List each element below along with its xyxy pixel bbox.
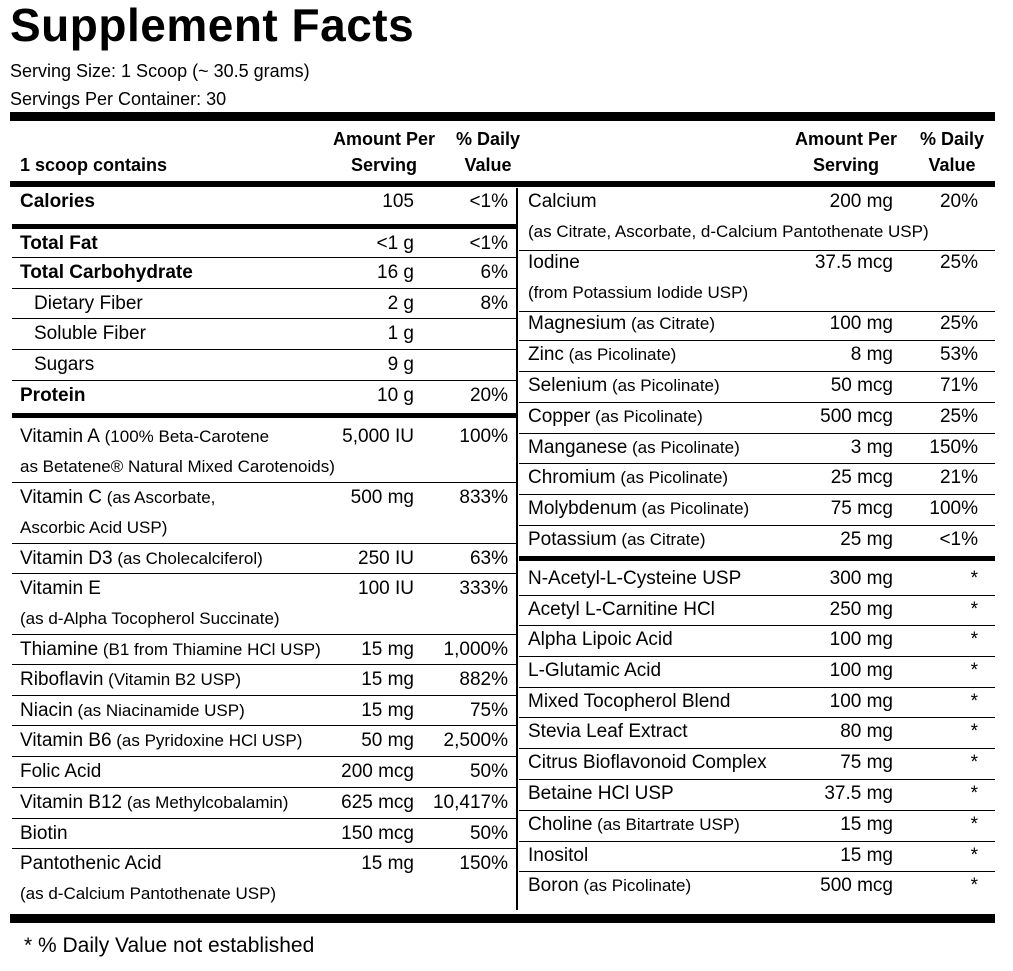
left-nutrient-name: Vitamin A	[20, 426, 100, 447]
right-row-name-5	[528, 407, 703, 426]
left-amount: 5,000 IU	[342, 426, 414, 447]
right-row-name-2	[528, 314, 715, 333]
left-nutrient-detail: (B1 from Thiamine HCl USP)	[98, 640, 321, 659]
right-row-name-19	[528, 846, 588, 865]
left-amount: 16 g	[377, 262, 414, 283]
right-row-rule	[519, 625, 995, 626]
top-thick-bar	[10, 112, 995, 121]
left-row-rule	[12, 257, 516, 258]
left-row-rule	[12, 573, 516, 574]
right-row-rule	[519, 433, 995, 434]
left-nutrient-detail: (as Pyridoxine HCl USP)	[111, 731, 303, 750]
left-daily-value: 150%	[459, 853, 508, 874]
left-row-name-0	[20, 192, 95, 211]
right-nutrient-name: Calcium	[528, 191, 597, 212]
right-row-name-18	[528, 815, 740, 834]
left-nutrient-name: Vitamin E	[20, 578, 101, 599]
left-nutrient-name: Vitamin B6	[20, 730, 112, 751]
left-row-name-6	[20, 386, 85, 405]
left-row-name-10	[20, 579, 101, 598]
right-row-name-12	[528, 630, 673, 649]
right-row-name-0	[528, 192, 597, 211]
left-row-name-12	[20, 670, 241, 689]
right-amount: 75 mg	[840, 752, 893, 773]
right-amount: 250 mg	[829, 599, 893, 620]
left-nutrient-detail-line2: (as d-Calcium Pantothenate USP)	[20, 884, 277, 903]
left-row-rule	[12, 318, 516, 319]
right-daily-value: *	[970, 875, 978, 896]
header-dv-l1: % Daily	[455, 129, 521, 149]
left-row-name-18	[20, 854, 162, 873]
right-row-rule	[519, 779, 995, 780]
left-daily-value: 6%	[480, 262, 508, 283]
left-nutrient-name: Folic Acid	[20, 761, 102, 782]
right-nutrient-name: Choline	[528, 814, 593, 835]
right-daily-value: 25%	[939, 313, 978, 334]
left-amount: 625 mcg	[341, 792, 414, 813]
left-row-rule	[12, 756, 516, 757]
right-nutrient-name: Copper	[528, 406, 591, 427]
right-row-rule	[519, 250, 995, 251]
right-nutrient-detail: (as Picolinate)	[615, 468, 729, 487]
right-amount: 37.5 mcg	[814, 252, 893, 273]
left-amount: 150 mcg	[341, 823, 414, 844]
right-nutrient-detail-line2: (from Potassium Iodide USP)	[528, 283, 749, 302]
right-amount: 500 mcg	[820, 875, 893, 896]
left-row-rule	[12, 288, 516, 289]
right-amount: 15 mg	[840, 845, 893, 866]
right-daily-value: *	[970, 752, 978, 773]
right-row-name-20	[528, 876, 691, 895]
left-daily-value: 882%	[459, 669, 508, 690]
left-amount: 1 g	[387, 323, 414, 344]
right-daily-value: *	[970, 783, 978, 804]
right-nutrient-detail: (as Picolinate)	[607, 376, 720, 395]
right-row-name-1	[528, 253, 580, 272]
right-nutrient-name: Molybdenum	[528, 498, 637, 519]
right-nutrient-name: Stevia Leaf Extract	[528, 721, 688, 742]
left-row-rule	[12, 634, 516, 635]
right-nutrient-name: Chromium	[528, 467, 616, 488]
right-row-name-6	[528, 438, 740, 457]
left-nutrient-name: Niacin	[20, 700, 73, 721]
left-nutrient-name: Vitamin B12	[20, 792, 123, 813]
left-nutrient-detail: (as Methylcobalamin)	[122, 793, 289, 812]
header-dv-r1: % Daily	[919, 129, 985, 149]
right-daily-value: *	[970, 660, 978, 681]
left-nutrient-detail: (as Cholecalciferol)	[112, 549, 263, 568]
right-nutrient-detail-line2: (as Citrate, Ascorbate, d-Calcium Pantothenate USP)	[528, 222, 929, 241]
left-nutrient-detail: (Vitamin B2 USP)	[103, 670, 242, 689]
left-nutrient-detail: (as Ascorbate,	[102, 488, 216, 507]
right-row-rule	[519, 717, 995, 718]
left-row-name-17	[20, 824, 68, 843]
right-amount: 300 mg	[829, 568, 893, 589]
right-row-rule	[519, 656, 995, 657]
left-amount: 2 g	[387, 293, 414, 314]
left-daily-value: 20%	[469, 385, 508, 406]
right-nutrient-detail: (as Citrate)	[626, 314, 716, 333]
left-row-rule	[12, 413, 516, 418]
left-nutrient-name: Total Carbohydrate	[20, 262, 193, 283]
right-amount: 15 mg	[840, 814, 893, 835]
left-daily-value: 50%	[469, 823, 508, 844]
left-amount: 105	[382, 191, 414, 212]
label-title: Supplement Facts	[10, 0, 415, 51]
right-row-name-15	[528, 722, 687, 741]
header-amount-r1: Amount Per	[794, 129, 897, 149]
left-row-rule	[12, 725, 516, 726]
right-nutrient-name: Zinc	[528, 344, 564, 365]
right-daily-value: 21%	[939, 467, 978, 488]
left-nutrient-detail: (100% Beta-Carotene	[99, 427, 270, 446]
left-amount: 200 mcg	[341, 761, 414, 782]
right-amount: 37.5 mg	[824, 783, 893, 804]
column-divider	[516, 188, 518, 910]
left-row-name-2	[20, 263, 193, 282]
header-amount-l2: Serving	[350, 155, 418, 175]
left-row-name-13	[20, 701, 245, 720]
left-amount: 100 IU	[358, 578, 414, 599]
right-daily-value: 25%	[939, 252, 978, 273]
right-nutrient-name: Selenium	[528, 375, 608, 396]
right-nutrient-name: Mixed Tocopherol Blend	[528, 691, 731, 712]
right-row-name-8	[528, 499, 749, 518]
right-row-name-10	[528, 569, 741, 588]
right-daily-value: *	[970, 814, 978, 835]
right-nutrient-detail: (as Bitartrate USP)	[592, 815, 740, 834]
right-daily-value: *	[970, 599, 978, 620]
right-row-rule	[519, 871, 995, 872]
right-nutrient-name: Boron	[528, 875, 579, 896]
left-daily-value: 333%	[459, 578, 508, 599]
left-daily-value: <1%	[469, 233, 508, 254]
left-nutrient-name: Vitamin D3	[20, 548, 113, 569]
header-contains: 1 scoop contains	[20, 155, 168, 175]
left-row-rule	[12, 482, 516, 483]
right-row-rule	[519, 810, 995, 811]
right-daily-value: *	[970, 568, 978, 589]
right-daily-value: 25%	[939, 406, 978, 427]
left-row-name-8	[20, 488, 215, 507]
footnote: * % Daily Value not established	[24, 934, 315, 957]
right-nutrient-detail: (as Picolinate)	[627, 438, 740, 457]
right-row-rule	[519, 595, 995, 596]
right-nutrient-name: Potassium	[528, 529, 617, 550]
right-row-name-11	[528, 600, 715, 619]
right-daily-value: 53%	[939, 344, 978, 365]
right-row-rule	[519, 371, 995, 372]
right-amount: 100 mg	[829, 629, 893, 650]
right-nutrient-detail: (as Citrate)	[616, 530, 706, 549]
right-row-name-16	[528, 753, 767, 772]
left-daily-value: 8%	[480, 293, 508, 314]
left-row-name-3	[34, 294, 143, 313]
left-nutrient-name: Riboflavin	[20, 669, 104, 690]
left-amount: 15 mg	[361, 669, 414, 690]
left-daily-value: 50%	[469, 761, 508, 782]
left-row-name-14	[20, 731, 302, 750]
right-nutrient-detail: (as Picolinate)	[636, 499, 750, 518]
left-row-name-7	[20, 427, 269, 446]
right-amount: 8 mg	[850, 344, 893, 365]
right-daily-value: 71%	[939, 375, 978, 396]
right-row-name-14	[528, 692, 730, 711]
left-daily-value: 1,000%	[443, 639, 508, 660]
left-row-rule	[12, 818, 516, 819]
right-nutrient-detail: (as Picolinate)	[590, 407, 703, 426]
right-row-rule	[519, 687, 995, 688]
left-amount: 250 IU	[358, 548, 414, 569]
right-row-name-13	[528, 661, 661, 680]
right-row-name-17	[528, 784, 674, 803]
right-amount: 3 mg	[850, 437, 893, 458]
left-amount: 15 mg	[361, 700, 414, 721]
left-amount: 9 g	[387, 354, 414, 375]
left-daily-value: 833%	[459, 487, 508, 508]
bottom-thick-bar	[10, 914, 995, 923]
left-nutrient-name: Pantothenic Acid	[20, 853, 162, 874]
right-row-name-3	[528, 345, 676, 364]
right-row-rule	[519, 494, 995, 495]
left-daily-value: 10,417%	[432, 792, 508, 813]
left-nutrient-name: Sugars	[34, 354, 95, 375]
left-row-rule	[12, 695, 516, 696]
right-nutrient-name: Magnesium	[528, 313, 627, 334]
right-nutrient-name: N-Acetyl-L-Cysteine USP	[528, 568, 742, 589]
left-nutrient-name: Protein	[20, 385, 86, 406]
left-amount: 15 mg	[361, 639, 414, 660]
right-daily-value: *	[970, 721, 978, 742]
left-nutrient-name: Thiamine	[20, 639, 99, 660]
left-amount: 500 mg	[350, 487, 414, 508]
right-row-name-7	[528, 468, 728, 487]
left-row-rule	[12, 543, 516, 544]
left-row-name-16	[20, 793, 288, 812]
right-amount: 50 mcg	[830, 375, 893, 396]
right-amount: 100 mg	[829, 313, 893, 334]
left-row-rule	[12, 224, 516, 229]
header-amount-l1: Amount Per	[332, 129, 435, 149]
right-row-rule	[519, 556, 995, 561]
right-nutrient-name: Manganese	[528, 437, 628, 458]
left-daily-value: <1%	[469, 191, 508, 212]
right-nutrient-name: Inositol	[528, 845, 589, 866]
header-thick-bar	[10, 181, 995, 187]
right-amount: 500 mcg	[820, 406, 893, 427]
left-amount: <1 g	[376, 233, 414, 254]
right-nutrient-name: Iodine	[528, 252, 580, 273]
right-daily-value: <1%	[939, 529, 978, 550]
right-row-name-4	[528, 376, 720, 395]
left-amount: 15 mg	[361, 853, 414, 874]
header-dv-l2: Value	[464, 155, 512, 175]
left-row-name-15	[20, 762, 101, 781]
right-row-rule	[519, 463, 995, 464]
left-row-rule	[12, 848, 516, 849]
left-row-name-5	[34, 355, 94, 374]
left-nutrient-detail: (as Niacinamide USP)	[72, 701, 245, 720]
left-row-rule	[12, 349, 516, 350]
left-nutrient-name: Dietary Fiber	[34, 293, 143, 314]
right-nutrient-name: L-Glutamic Acid	[528, 660, 662, 681]
right-row-rule	[519, 340, 995, 341]
right-row-name-9	[528, 530, 706, 549]
left-row-name-4	[34, 324, 146, 343]
left-nutrient-name: Biotin	[20, 823, 68, 844]
servings-per-container: Servings Per Container: 30	[10, 89, 227, 109]
right-row-rule	[519, 402, 995, 403]
right-row-rule	[519, 841, 995, 842]
right-amount: 200 mg	[829, 191, 893, 212]
right-nutrient-name: Betaine HCl USP	[528, 783, 674, 804]
right-amount: 100 mg	[829, 660, 893, 681]
left-row-rule	[12, 380, 516, 381]
right-daily-value: *	[970, 845, 978, 866]
left-row-name-1	[20, 234, 98, 253]
left-nutrient-detail-line2: (as d-Alpha Tocopherol Succinate)	[20, 609, 280, 628]
left-row-name-9	[20, 549, 263, 568]
left-row-rule	[12, 787, 516, 788]
left-nutrient-detail-line2: as Betatene® Natural Mixed Carotenoids)	[20, 457, 335, 476]
left-nutrient-name: Calories	[20, 191, 95, 212]
right-daily-value: *	[970, 691, 978, 712]
right-row-rule	[519, 311, 995, 312]
right-amount: 75 mcg	[830, 498, 893, 519]
right-nutrient-name: Citrus Bioflavonoid Complex	[528, 752, 767, 773]
right-nutrient-name: Alpha Lipoic Acid	[528, 629, 673, 650]
right-nutrient-name: Acetyl L-Carnitine HCl	[528, 599, 715, 620]
right-amount: 100 mg	[829, 691, 893, 712]
right-nutrient-detail: (as Picolinate)	[578, 876, 692, 895]
serving-size: Serving Size: 1 Scoop (~ 30.5 grams)	[10, 61, 310, 81]
header-dv-r2: Value	[928, 155, 976, 175]
left-daily-value: 100%	[459, 426, 508, 447]
right-daily-value: *	[970, 629, 978, 650]
left-nutrient-detail-line2: Ascorbic Acid USP)	[20, 518, 168, 537]
right-row-rule	[519, 748, 995, 749]
left-daily-value: 75%	[469, 700, 508, 721]
right-daily-value: 150%	[929, 437, 978, 458]
right-row-rule	[519, 525, 995, 526]
left-daily-value: 63%	[469, 548, 508, 569]
right-amount: 25 mg	[840, 529, 893, 550]
right-amount: 80 mg	[840, 721, 893, 742]
left-amount: 10 g	[377, 385, 414, 406]
right-amount: 25 mcg	[830, 467, 893, 488]
left-row-name-11	[20, 640, 321, 659]
left-row-rule	[12, 664, 516, 665]
left-amount: 50 mg	[361, 730, 414, 751]
left-nutrient-name: Soluble Fiber	[34, 323, 146, 344]
left-daily-value: 2,500%	[443, 730, 508, 751]
right-nutrient-detail: (as Picolinate)	[563, 345, 677, 364]
right-daily-value: 20%	[939, 191, 978, 212]
left-nutrient-name: Vitamin C	[20, 487, 103, 508]
left-nutrient-name: Total Fat	[20, 233, 98, 254]
right-daily-value: 100%	[929, 498, 978, 519]
header-amount-r2: Serving	[812, 155, 880, 175]
